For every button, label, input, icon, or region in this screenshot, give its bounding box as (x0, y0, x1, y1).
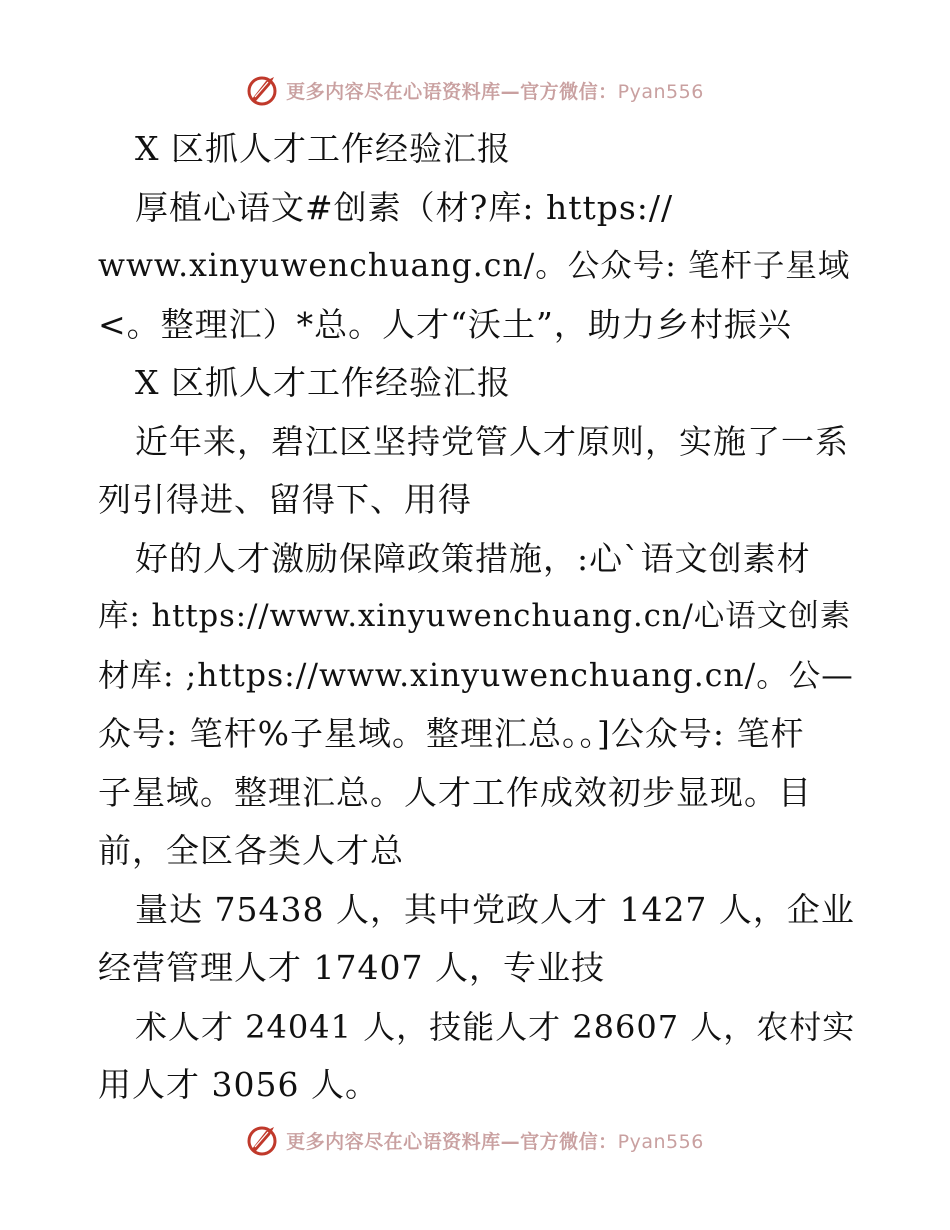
text-line: 近年来，碧江区坚持党管人才原则，实施了一系 (135, 421, 849, 461)
footer-banner (0, 1120, 950, 1160)
text-line: X 区抓人才工作经验汇报 (135, 363, 511, 402)
banner-text: 更多内容尽在心语资料库—官方微信：Pyan556 (286, 80, 704, 103)
banner-text: 更多内容尽在心语资料库—官方微信：Pyan556 (286, 1130, 704, 1153)
quill-seal-icon (246, 1123, 280, 1157)
text-line: X 区抓人才工作经验汇报 (135, 129, 511, 168)
text-line: 术人才 24041 人，技能人才 28607 人，农村实 (135, 1007, 856, 1046)
text-line: 量达 75438 人，其中党政人才 1427 人，企业 (135, 889, 855, 929)
text-line: 厚植心语文#创素（材?库: https:// (135, 187, 674, 227)
text-line: 子星域。整理汇总。人才工作成效初步显现。目 (98, 772, 812, 812)
text-line: 好的人才激励保障政策措施，:心`语文创素材 (135, 538, 811, 578)
text-line: 库: https://www.xinyuwenchuang.cn/心语文创素 (98, 599, 852, 634)
text-line: 列引得进、留得下、用得 (98, 480, 472, 519)
wechat-id: Pyan556 (617, 80, 704, 103)
text-line: 经营管理人才 17407 人，专业技 (98, 948, 605, 987)
text-line: 众号: 笔杆%子星域。整理汇总。。]公众号: 笔杆 (98, 714, 805, 753)
document-body (98, 120, 858, 1115)
text-line: <。整理汇）*总。人才“沃土”，助力乡村振兴 (98, 304, 792, 344)
text-line: 用人才 3056 人。 (98, 1065, 379, 1104)
wechat-id: Pyan556 (617, 1130, 704, 1153)
header-banner (0, 70, 950, 110)
quill-seal-icon (246, 73, 280, 107)
text-line: 材库: ;https://www.xinyuwenchuang.cn/。公— (98, 657, 854, 694)
text-line: www.xinyuwenchuang.cn/。公众号: 笔杆子星域 (98, 248, 851, 284)
text-line: 前，全区各类人才总 (98, 831, 404, 870)
